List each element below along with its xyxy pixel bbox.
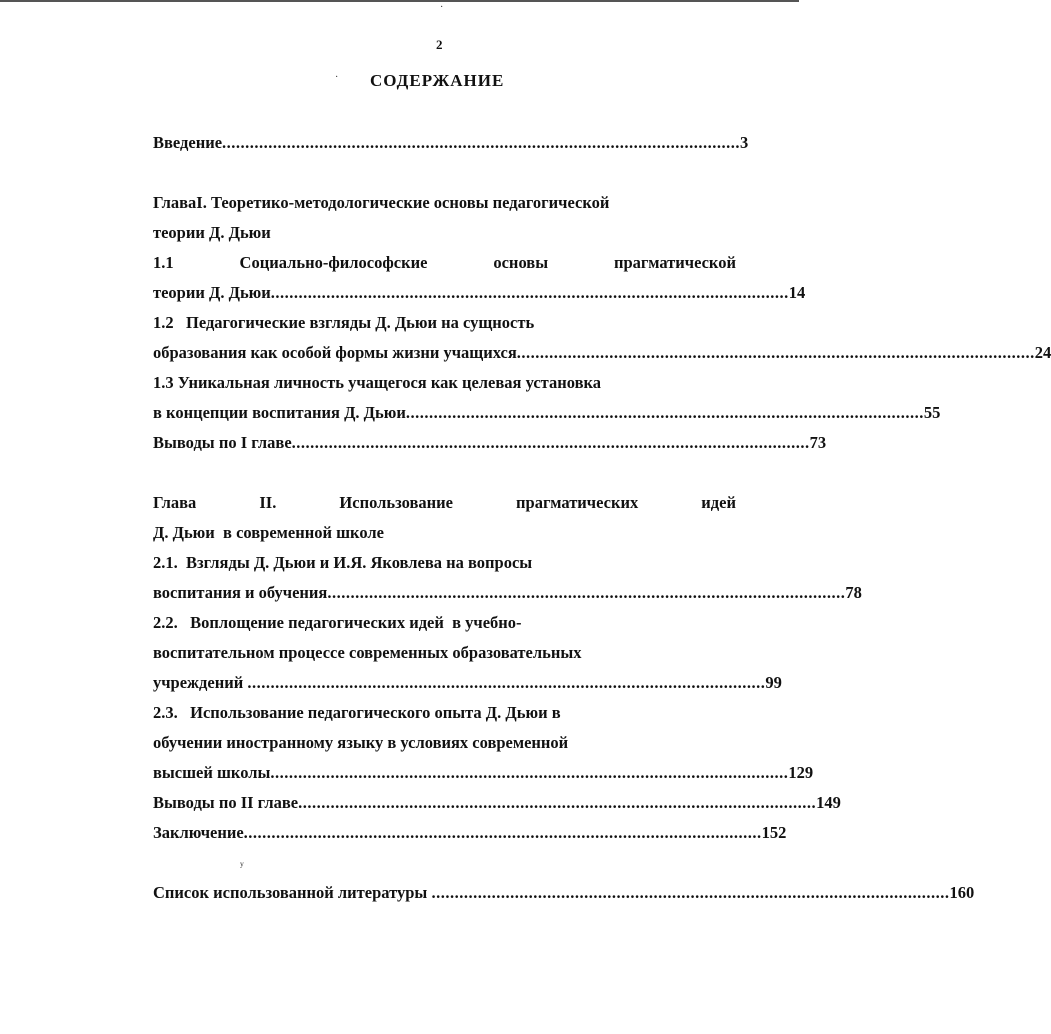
toc-entry-label: Заключение [153, 823, 244, 842]
leader-dots: ................................................................................................................ [291, 433, 810, 452]
toc-page-number: 149 [816, 793, 841, 812]
toc-word: II. [259, 493, 277, 512]
toc-entry-2-3: 2.3. Использование педагогического опыта Д. Дьюи в [153, 703, 561, 722]
toc-entry-conclusion [153, 821, 787, 845]
toc-entry-label: воспитания и обучения [153, 583, 328, 602]
toc-entry-label: Выводы по II главе [153, 793, 299, 812]
chapter-2-title-cont: Д. Дьюи в современной школе [153, 523, 384, 542]
toc-word: прагматических [516, 493, 639, 512]
toc-entry-label: теории Д. Дьюи [153, 283, 271, 302]
toc-entry-chapter-2-conclusions [153, 791, 841, 815]
toc-page-number: 78 [845, 583, 862, 602]
leader-dots: ................................................................................................................ [243, 823, 762, 842]
toc-entry-label: образования как особой формы жизни учащихся [153, 343, 517, 362]
page-title: СОДЕРЖАНИЕ [370, 71, 505, 90]
toc-entry-2-2-cont2 [153, 671, 782, 695]
scan-edge-line [0, 0, 799, 4]
toc-page-number: 129 [788, 763, 814, 782]
toc-entry-1-1-cont [153, 281, 806, 305]
toc-page-number: 160 [949, 883, 975, 902]
toc-entry-intro [153, 131, 749, 155]
toc-entry-2-2: 2.2. Воплощение педагогических идей в учебно- [153, 613, 522, 632]
leader-dots: ................................................................................................................ [270, 763, 789, 782]
toc-page-number: 99 [765, 673, 782, 692]
page-number: 2 [436, 37, 443, 52]
toc-entry-label: Выводы по I главе [153, 433, 292, 452]
chapter-2-title [153, 491, 736, 515]
toc-entry-label: высшей школы [153, 763, 271, 782]
leader-dots: ................................................................................................................ [298, 793, 817, 812]
toc-page-number: 152 [761, 823, 787, 842]
toc-entry-2-3-cont2 [153, 761, 814, 785]
leader-dots: ................................................................................................................ [270, 283, 789, 302]
toc-entry-2-3-cont: обучении иностранному языку в условиях современной [153, 733, 569, 752]
toc-word: Глава [153, 493, 197, 512]
toc-page-number: 55 [923, 403, 941, 422]
section-number: 1.1 [153, 253, 174, 272]
leader-dots: ................................................................................................................ [222, 133, 741, 152]
leader-dots: ................................................................................................................ [327, 583, 846, 602]
toc-entry-2-1: 2.1. Взгляды Д. Дьюи и И.Я. Яковлева на вопросы [153, 553, 533, 572]
toc-entry-2-1-cont [153, 581, 862, 605]
leader-dots: ................................................................................................................ [405, 403, 924, 422]
chapter-1-title-cont: теории Д. Дьюи [153, 223, 271, 242]
toc-page-number: 24 [1034, 343, 1051, 362]
toc-entry-label: Введение [153, 133, 223, 152]
toc-entry-1-3-cont [153, 401, 941, 425]
toc-word: прагматической [614, 253, 736, 272]
scan-speck: ʸ [240, 858, 244, 873]
toc-word: идей [701, 493, 736, 512]
toc-entry-label: в концепции воспитания Д. Дьюи [153, 403, 406, 422]
toc-entry-1-2-cont [153, 341, 1051, 365]
toc-entry-2-2-cont: воспитательном процессе современных образовательных [153, 643, 582, 662]
toc-entry-1-1 [153, 251, 736, 275]
toc-word: основы [493, 253, 549, 272]
toc-entry-chapter-1-conclusions [153, 431, 827, 455]
toc-entry-bibliography [153, 881, 975, 905]
leader-dots: ................................................................................................................ [431, 883, 950, 902]
toc-entry-label: учреждений [153, 673, 248, 692]
toc-page-number: 3 [740, 133, 749, 152]
toc-word: Социально-философские [239, 253, 428, 272]
leader-dots: ................................................................................................................ [516, 343, 1035, 362]
toc-word: Использование [339, 493, 453, 512]
leader-dots: ................................................................................................................ [247, 673, 766, 692]
toc-entry-1-3: 1.3 Уникальная личность учащегося как целевая установка [153, 373, 601, 392]
toc-page-number: 73 [809, 433, 827, 452]
chapter-1-title: ГлаваI. Теоретико-методологические основы педагогической [153, 193, 610, 212]
toc-page-number: 14 [788, 283, 806, 302]
scan-speck: · [335, 72, 339, 83]
scan-speck: · [440, 2, 444, 13]
toc-entry-1-2: 1.2 Педагогические взгляды Д. Дьюи на сущность [153, 313, 535, 332]
toc-entry-label: Список использованной литературы [153, 883, 432, 902]
